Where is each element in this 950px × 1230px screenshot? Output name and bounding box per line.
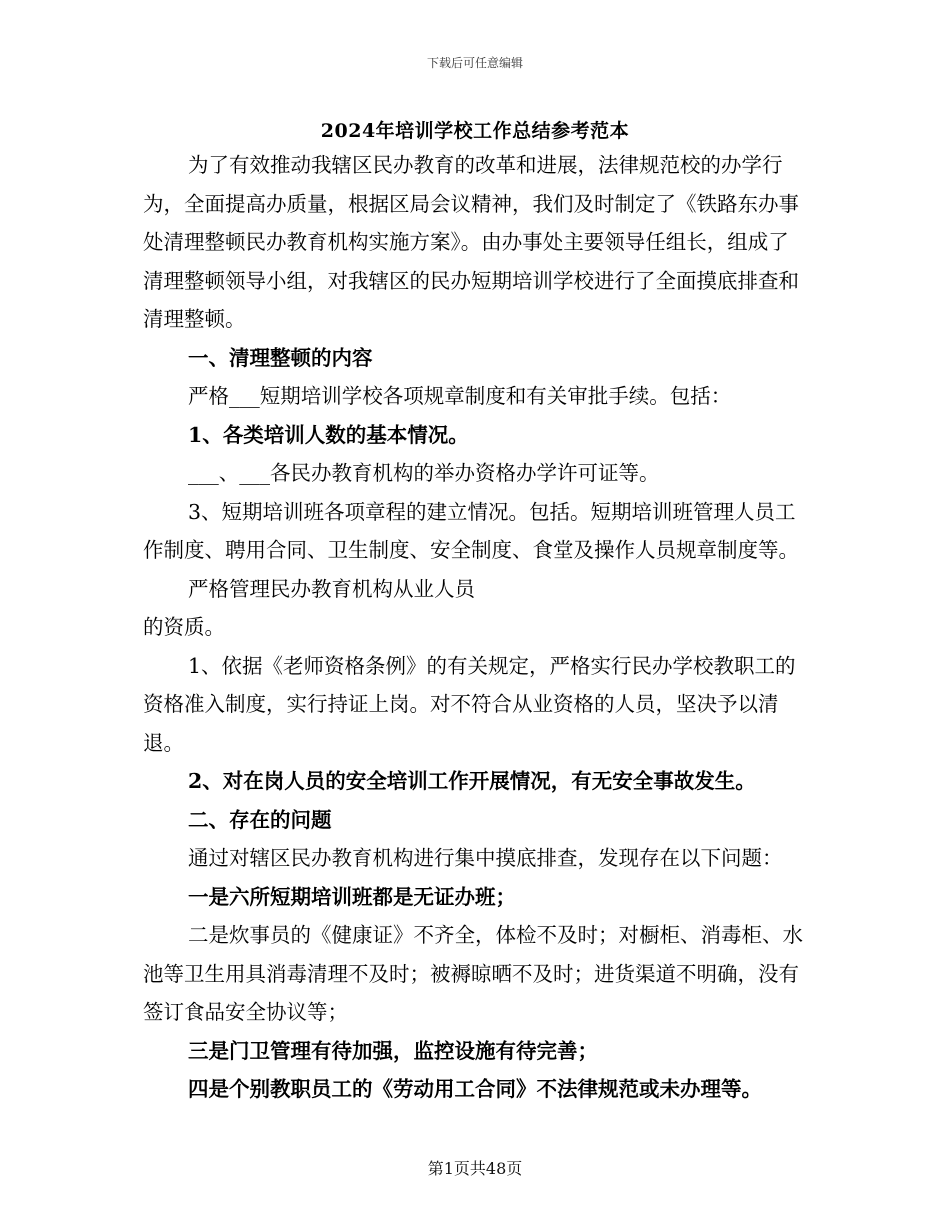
page-title: 2024年培训学校工作总结参考范本 (320, 120, 630, 142)
paragraph: 1、依据《老师资格条例》的有关规定，严格实行民办学校教职工的资格准入制度，实行持证上岗。对不符合从业资格的人员，坚决予以清退。 (143, 653, 796, 755)
section-heading-2: 二、存在的问题 (188, 807, 332, 832)
header-note: 下载后可任意编辑 (426, 56, 523, 70)
paragraph-bold: 三是门卫管理有待加强，监控设施有待完善； (188, 1038, 598, 1063)
paragraph: ___、___各民办教育机构的举办资格办学许可证等。 (188, 461, 660, 485)
paragraph: 严格___短期培训学校各项规章制度和有关审批手续。包括： (188, 384, 732, 408)
paragraph: 的资质。 (143, 615, 225, 639)
document-body (143, 146, 808, 1109)
paragraph-intro: 为了有效推动我辖区民办教育的改革和进展，法律规范校的办学行为，全面提高办质量，根据区局会议精神，我们及时制定了《铁路东办事处清理整顿民办教育机构实施方案》。由办事处主要领导任组长，组成了清理整顿领导小组，对我辖区的民办短期培训学校进行了全面摸底排查和清理整顿。 (143, 153, 799, 331)
paragraph: 3、短期培训班各项章程的建立情况。包括。短期培训班管理人员工作制度、聘用合同、卫生制度、安全制度、食堂及操作人员规章制度等。 (143, 499, 799, 562)
paragraph: 严格管理民办教育机构从业人员 (188, 576, 475, 601)
paragraph-bold: 四是个别教职员工的《劳动用工合同》不法律规范或未办理等。 (188, 1077, 762, 1101)
section-heading-1: 一、清理整顿的内容 (188, 345, 373, 370)
paragraph: 二是炊事员的《健康证》不齐全，体检不及时；对橱柜、消毒柜、水池等卫生用具消毒清理不及时；被褥晾晒不及时；进货渠道不明确，没有签订食品安全协议等； (143, 923, 803, 1024)
paragraph-bold: 1、各类培训人数的基本情况。 (188, 422, 469, 447)
page-footer: 第1页共48页 (427, 1159, 523, 1178)
paragraph: 通过对辖区民办教育机构进行集中摸底排查，发现存在以下问题： (188, 846, 783, 870)
paragraph-bold: 一是六所短期培训班都是无证办班； (188, 884, 516, 909)
paragraph-bold: 2、对在岗人员的安全培训工作开展情况，有无安全事故发生。 (188, 769, 756, 793)
